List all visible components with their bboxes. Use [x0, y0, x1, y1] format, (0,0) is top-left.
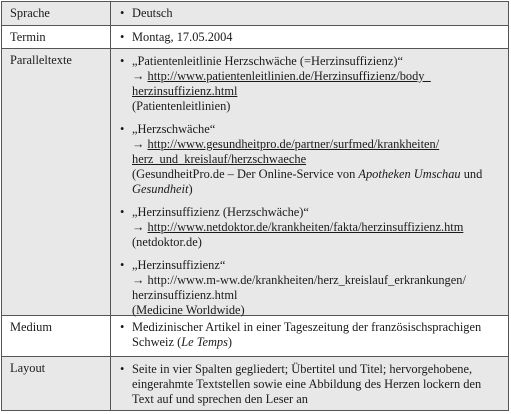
entry-link[interactable]: http://www.patientenleitlinien.de/Herzinsuffizienz/body_ [147, 69, 431, 83]
list-item [120, 205, 500, 250]
row-value-layout [112, 357, 508, 407]
entry-title: • „Herzschwäche“ [132, 122, 216, 136]
entry-title: • „Patientenleitlinie Herzschwäche (=Herzinsuffizienz)“ [132, 54, 403, 68]
row-value-sprache [112, 2, 508, 21]
entry-link[interactable]: http://www.gesundheitpro.de/partner/surfmed/krankheiten/ [147, 137, 440, 151]
table-row-layout [2, 357, 508, 410]
entry-source: (netdoktor.de) [132, 235, 202, 249]
list-item [120, 54, 500, 114]
row-value-medium [112, 316, 508, 350]
layout-line-2: eingerahmte Textstellen sowie eine Abbildung des Herzen lockern den [132, 377, 482, 391]
entry-link-continued[interactable]: herz_und_kreislauf/herzschwaeche [132, 152, 307, 166]
table-row-sprache [2, 2, 508, 26]
entry-link[interactable]: http://www.netdoktor.de/krankheiten/fakta/herzinsuffizienz.htm [147, 220, 464, 234]
layout-line-3: Text auf und sprechen den Leser an [132, 392, 308, 406]
row-value-paralleltexte [112, 49, 508, 318]
layout-line-1: • Seite in vier Spalten gegliedert; Übertitel und Titel; hervorgehobene, [132, 362, 473, 376]
arrow-icon: → [132, 220, 145, 234]
entry-source-continued: Gesundheit) [132, 182, 193, 196]
table-row-medium [2, 316, 508, 357]
arrow-icon: → [132, 69, 145, 83]
arrow-icon: → [132, 273, 145, 287]
entry-link-continued[interactable]: herzinsuffizienz.html [132, 288, 238, 302]
entry-source: (GesundheitPro.de – Der Online-Service von Apotheken Umschau und [132, 167, 483, 181]
arrow-icon: → [132, 137, 145, 151]
entry-title: • „Herzinsuffizienz (Herzschwäche)“ [132, 205, 309, 219]
row-label-termin: Termin [2, 26, 111, 48]
row-label-sprache: Sprache [2, 2, 111, 25]
row-label-layout: Layout [2, 357, 111, 410]
entry-link[interactable]: http://www.m-ww.de/krankheiten/herz_kreislauf_erkrankungen/ [147, 273, 466, 287]
list-item [120, 122, 500, 197]
entry-link-continued[interactable]: herzinsuffizienz.html [132, 84, 238, 98]
termin-value: Montag, 17.05.2004 [132, 30, 233, 44]
row-label-paralleltexte: Paralleltexte [2, 49, 111, 315]
row-label-medium: Medium [2, 316, 111, 356]
row-value-termin [112, 26, 508, 45]
sprache-value: Deutsch [132, 6, 173, 20]
entry-source: (Medicine Worldwide) [132, 303, 245, 317]
info-table [1, 1, 509, 411]
medium-line-1: • Medizinischer Artikel in einer Tageszeitung der französischsprachigen [132, 320, 482, 334]
entry-title: • „Herzinsuffizienz“ [132, 258, 226, 272]
table-row-paralleltexte [2, 49, 508, 316]
list-item [120, 258, 500, 318]
medium-line-2: Schweiz (Le Temps) [132, 335, 233, 349]
table-row-termin [2, 26, 508, 49]
entry-source: (Patientenleitlinien) [132, 99, 231, 113]
